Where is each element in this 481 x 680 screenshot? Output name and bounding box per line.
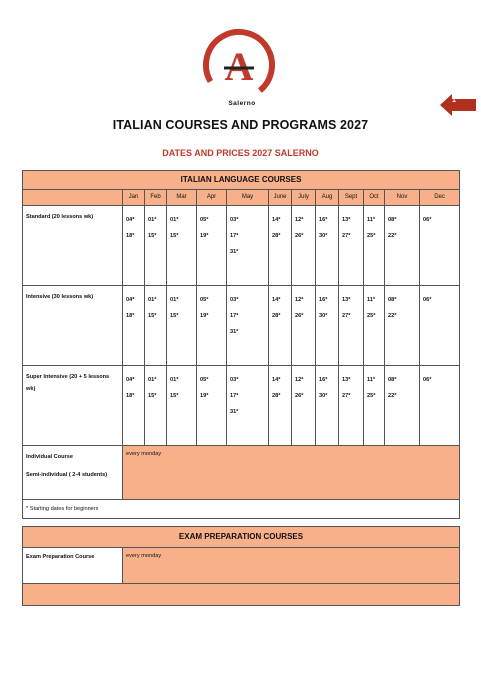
month-header: Aug xyxy=(316,190,339,206)
date-cell xyxy=(385,366,420,446)
course-label: Intensive (30 lessons wk) xyxy=(23,286,123,366)
date-cell xyxy=(197,206,227,286)
date-cell xyxy=(269,366,292,446)
start-date: 26* xyxy=(295,313,304,319)
month-header: May xyxy=(227,190,269,206)
start-date: 01* xyxy=(170,217,179,223)
date-cell xyxy=(316,206,339,286)
date-cell xyxy=(420,366,460,446)
start-date: 14* xyxy=(272,377,281,383)
start-date: 31* xyxy=(230,249,239,255)
date-cell xyxy=(197,366,227,446)
logo-city: Salerno xyxy=(228,100,256,107)
date-cell xyxy=(420,206,460,286)
start-date: 15* xyxy=(170,393,179,399)
page-title: ITALIAN COURSES AND PROGRAMS 2027 xyxy=(112,118,369,132)
language-courses-table xyxy=(22,170,460,519)
page-number: 1 xyxy=(452,97,456,104)
start-date: 15* xyxy=(148,233,157,239)
course-row xyxy=(23,206,460,286)
month-header: Nov xyxy=(385,190,420,206)
start-date: 13* xyxy=(342,217,351,223)
start-date: 25* xyxy=(367,393,376,399)
start-date: 14* xyxy=(272,297,281,303)
start-date: 19* xyxy=(200,393,209,399)
date-cell xyxy=(292,286,316,366)
exam-course-value: every monday xyxy=(123,548,460,584)
start-date: 27* xyxy=(342,393,351,399)
start-date: 04* xyxy=(126,377,135,383)
individual-label: Individual Course xyxy=(26,454,73,460)
start-date: 08* xyxy=(388,297,397,303)
svg-text:A: A xyxy=(224,44,254,89)
date-cell xyxy=(364,366,385,446)
date-cell xyxy=(167,286,197,366)
start-date: 05* xyxy=(200,217,209,223)
date-cell xyxy=(385,206,420,286)
date-cell xyxy=(167,366,197,446)
section-title: ITALIAN LANGUAGE COURSES xyxy=(23,171,460,190)
start-date: 19* xyxy=(200,313,209,319)
month-header-row xyxy=(23,190,460,206)
start-date: 12* xyxy=(295,217,304,223)
start-date: 01* xyxy=(148,297,157,303)
start-date: 01* xyxy=(148,217,157,223)
start-date: 16* xyxy=(319,297,328,303)
start-date: 28* xyxy=(272,313,281,319)
start-date: 14* xyxy=(272,217,281,223)
date-cell xyxy=(292,366,316,446)
start-date: 05* xyxy=(200,297,209,303)
start-date: 06* xyxy=(423,217,432,223)
month-header: Apr xyxy=(197,190,227,206)
start-date: 28* xyxy=(272,393,281,399)
exam-blank-row xyxy=(23,584,460,606)
start-date: 15* xyxy=(170,233,179,239)
start-date: 06* xyxy=(423,297,432,303)
month-header: Sept xyxy=(339,190,364,206)
individual-course-value: every monday xyxy=(123,446,460,500)
date-cell xyxy=(167,206,197,286)
start-date: 16* xyxy=(319,217,328,223)
start-date: 01* xyxy=(170,377,179,383)
start-date: 15* xyxy=(148,393,157,399)
date-cell xyxy=(292,206,316,286)
start-date: 13* xyxy=(342,377,351,383)
month-header: Feb xyxy=(145,190,167,206)
start-date: 01* xyxy=(148,377,157,383)
start-date: 11* xyxy=(367,297,376,303)
footnote: * Starting dates for beginners xyxy=(23,500,460,519)
date-cell xyxy=(339,206,364,286)
date-cell xyxy=(227,286,269,366)
course-label: Super Intensive (20 + 5 lessons wk) xyxy=(23,366,123,446)
date-cell xyxy=(227,206,269,286)
month-header: July xyxy=(292,190,316,206)
date-cell xyxy=(420,286,460,366)
exam-course-label: Exam Preparation Course xyxy=(23,548,123,584)
start-date: 18* xyxy=(126,393,135,399)
start-date: 26* xyxy=(295,233,304,239)
date-cell xyxy=(269,206,292,286)
exam-courses-table xyxy=(22,526,460,606)
start-date: 30* xyxy=(319,313,328,319)
course-label: Standard (20 lessons wk) xyxy=(23,206,123,286)
exam-section-title: EXAM PREPARATION COURSES xyxy=(23,527,460,548)
start-date: 31* xyxy=(230,409,239,415)
course-row xyxy=(23,366,460,446)
start-date: 12* xyxy=(295,297,304,303)
individual-course-label xyxy=(23,446,123,500)
start-date: 22* xyxy=(388,393,397,399)
date-cell xyxy=(316,366,339,446)
start-date: 18* xyxy=(126,233,135,239)
page-arrow-icon xyxy=(440,94,476,116)
start-date: 11* xyxy=(367,377,376,383)
logo xyxy=(202,28,276,102)
month-header: June xyxy=(269,190,292,206)
month-header: Jan xyxy=(123,190,145,206)
start-date: 25* xyxy=(367,233,376,239)
date-cell xyxy=(145,366,167,446)
month-header: Dec xyxy=(420,190,460,206)
start-date: 22* xyxy=(388,313,397,319)
start-date: 05* xyxy=(200,377,209,383)
date-cell xyxy=(339,366,364,446)
start-date: 11* xyxy=(367,217,376,223)
start-date: 04* xyxy=(126,217,135,223)
start-date: 13* xyxy=(342,297,351,303)
start-date: 06* xyxy=(423,377,432,383)
date-cell xyxy=(227,366,269,446)
date-cell xyxy=(269,286,292,366)
start-date: 26* xyxy=(295,393,304,399)
start-date: 08* xyxy=(388,377,397,383)
date-cell xyxy=(145,206,167,286)
start-date: 17* xyxy=(230,313,239,319)
start-date: 30* xyxy=(319,393,328,399)
start-date: 31* xyxy=(230,329,239,335)
page-subtitle: DATES AND PRICES 2027 SALERNO xyxy=(162,148,319,158)
start-date: 25* xyxy=(367,313,376,319)
date-cell xyxy=(364,206,385,286)
header-blank xyxy=(23,190,123,206)
start-date: 27* xyxy=(342,233,351,239)
month-header: Oct xyxy=(364,190,385,206)
start-date: 08* xyxy=(388,217,397,223)
start-date: 22* xyxy=(388,233,397,239)
semi-individual-label: Semi-individual ( 2-4 students) xyxy=(26,472,108,478)
start-date: 30* xyxy=(319,233,328,239)
date-cell xyxy=(316,286,339,366)
start-date: 16* xyxy=(319,377,328,383)
date-cell xyxy=(123,366,145,446)
month-header: Mar xyxy=(167,190,197,206)
start-date: 19* xyxy=(200,233,209,239)
start-date: 03* xyxy=(230,217,239,223)
start-date: 28* xyxy=(272,233,281,239)
date-cell xyxy=(364,286,385,366)
start-date: 17* xyxy=(230,393,239,399)
start-date: 04* xyxy=(126,297,135,303)
date-cell xyxy=(123,286,145,366)
start-date: 27* xyxy=(342,313,351,319)
start-date: 15* xyxy=(170,313,179,319)
date-cell xyxy=(123,206,145,286)
start-date: 03* xyxy=(230,377,239,383)
start-date: 17* xyxy=(230,233,239,239)
start-date: 18* xyxy=(126,313,135,319)
course-row xyxy=(23,286,460,366)
start-date: 15* xyxy=(148,313,157,319)
start-date: 12* xyxy=(295,377,304,383)
start-date: 01* xyxy=(170,297,179,303)
date-cell xyxy=(197,286,227,366)
date-cell xyxy=(339,286,364,366)
start-date: 03* xyxy=(230,297,239,303)
date-cell xyxy=(385,286,420,366)
date-cell xyxy=(145,286,167,366)
